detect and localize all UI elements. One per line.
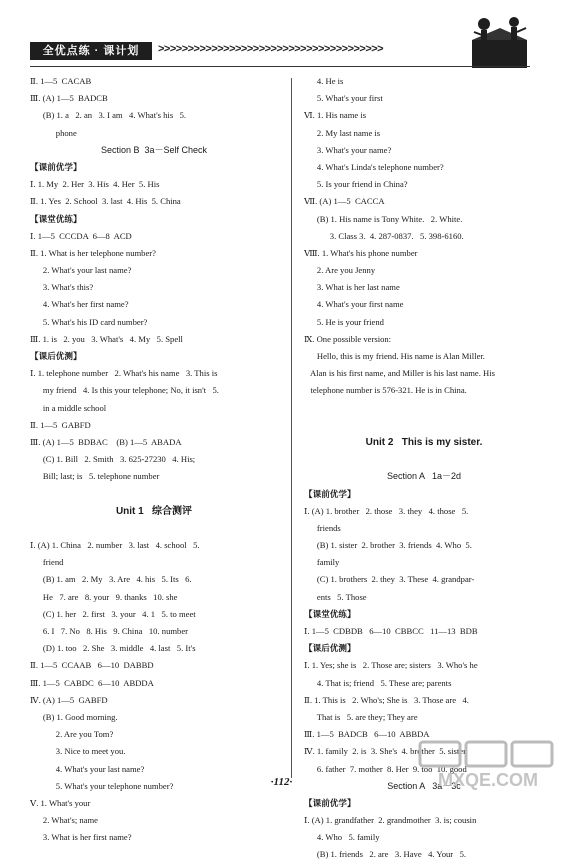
svg-text:MXQE.COM: MXQE.COM [437,770,539,790]
right-answer-line: ents 5. Those [304,591,367,602]
right-answer-line: 5. What's your first [304,93,383,104]
right-answer-line: (B) 1. sister 2. brother 3. friends 4. Who 5. [304,540,472,551]
right-answer-line: (C) 1. brothers 2. they 3. These 4. grandpar- [304,574,475,585]
left-answer-line: Ⅲ. (A) 1—5 BDBAC (B) 1—5 ABADA [30,436,182,447]
right-answer-line: 3. What's your name? [304,144,392,155]
left-answer-line: in a middle school [30,402,107,413]
right-answer-line: 2. My last name is [304,127,381,138]
right-answer-line: Ⅳ. 1. family 2. is 3. She's 4. brother 5. sister [304,746,466,757]
left-answer-line: 【课堂优练】 [30,213,82,224]
header-arrow-banner: >>>>>>>>>>>>>>>>>>>>>>>>>>>>>>>>>>>>>> [158,43,384,55]
left-answer-line: (C) 1. Bill 2. Smith 3. 625-27230 4. His; [30,454,196,465]
right-answer-line: 4. That is; friend 5. These are; parents [304,677,452,688]
left-answer-line: 2. What's; name [30,815,98,826]
left-answer-line: Bill; last; is 5. telephone number [30,471,160,482]
left-column [30,73,278,846]
right-answer-line: 3. Class 3. 4. 287-0837. 5. 398-6160. [304,230,464,241]
left-answer-line: (C) 1. her 2. first 3. your 4. 1 5. to meet [30,608,196,619]
left-answer-line: He 7. are 8. your 9. thanks 10. she [30,591,178,602]
right-answer-line: Unit 2 This is my sister. [365,436,483,448]
left-answer-line: Ⅱ. 1—5 CACAB [30,76,92,86]
right-answer-line: telephone number is 576-321. He is in China. [304,385,467,396]
right-answer-line: Alan is his first name, and Miller is his last name. His [304,368,495,379]
left-answer-line: 4. What's your last name? [30,763,145,774]
right-answer-line: 4. What's your first name [304,299,404,310]
left-answer-line: Ⅲ. 1—5 CABDC 6—10 ABDDA [30,677,154,688]
left-answer-line: 6. I 7. No 8. His 9. China 10. number [30,626,189,636]
right-answer-line: Ⅱ. 1. This is 2. Who's; She is 3. Those are 4. [304,694,469,705]
right-answer-line [304,417,544,434]
left-answer-line: Unit 1 综合测评 [115,505,193,517]
right-answer-line: Ⅰ. (A) 1. grandfather 2. grandmother 3. is; cousin [304,815,477,826]
right-answer-line: Ⅸ. One possible version: [304,333,392,344]
left-answer-line: Ⅰ. (A) 1. China 2. number 3. last 4. school 5. [30,540,200,551]
right-answer-line: 【课前优学】 [304,797,356,808]
left-answer-line [30,486,278,503]
left-answer-line [30,520,278,537]
right-answer-line: (B) 1. His name is Tony White. 2. White. [304,213,463,224]
right-answer-line: 4. He is [304,76,344,86]
column-divider [291,78,292,778]
right-answer-line: Ⅰ. 1. Yes; she is 2. Those are; sisters 3. Who's he [304,660,478,671]
left-answer-line: (B) 1. a 2. an 3. I am 4. What's his 5. [30,110,187,121]
left-answer-line: Ⅲ. (A) 1—5 BADCB [30,93,108,104]
left-answer-line: Ⅳ. (A) 1—5 GABFD [30,694,108,705]
series-brand: 全优点练 · 课计划 [30,42,152,60]
right-answer-line: Ⅰ. (A) 1. brother 2. those 3. they 4. those 5. [304,505,469,516]
left-answer-line: (D) 1. too 2. She 3. middle 4. last 5. It's [30,643,196,654]
left-answer-line: 2. What's your last name? [30,265,132,276]
reading-child-illustration [462,10,532,72]
left-answer-line: 【课前优学】 [30,161,82,172]
left-answer-line: Ⅲ. 1. is 2. you 3. What's 4. My 5. Spell [30,333,183,344]
right-answer-line: 5. He is your friend [304,316,384,327]
left-answer-line: 5. What's your telephone number? [30,780,174,791]
right-answer-line: friends [304,522,341,533]
left-answer-line: 3. What's this? [30,282,94,293]
page-number: ·112· [270,776,293,788]
right-answer-line: 【课后优测】 [304,643,356,654]
left-answer-line: 2. Are you Tom? [30,729,114,740]
left-answer-line: Ⅱ. 1. What is her telephone number? [30,247,156,258]
right-answer-line: 6. father 7. mother 8. Her 9. too 10. good [304,763,467,774]
left-answer-line: Ⅴ. 1. What's your [30,797,91,808]
left-answer-line: friend [30,557,64,568]
header-rule [30,66,530,67]
left-answer-line: 3. Nice to meet you. [30,746,126,757]
right-answer-line: (B) 1. friends 2. are 3. Have 4. Your 5. [304,849,467,860]
right-answer-line: 4. Who 5. family [304,832,380,843]
right-answer-line: Section A 3a－3c [387,780,461,791]
right-answer-line: 【课前优学】 [304,488,356,499]
right-answer-line: Hello, this is my friend. His name is Alan Miller. [304,351,485,361]
right-answer-line: Ⅰ. 1—5 CDBDB 6—10 CBBCC 11—13 BDB [304,626,478,636]
right-answer-line: That is 5. are they; They are [304,711,418,722]
right-answer-line: 5. Is your friend in China? [304,179,408,190]
left-answer-line: Ⅰ. 1—5 CCCDA 6—8 ACD [30,230,132,241]
right-answer-line [304,451,544,468]
left-answer-line: Ⅰ. 1. My 2. Her 3. His 4. Her 5. His [30,179,160,190]
left-answer-line: Ⅰ. 1. telephone number 2. What's his name 3. This is [30,368,218,379]
left-answer-line: 5. What's his ID card number? [30,316,148,327]
page-header [0,0,563,72]
right-answer-line [304,400,544,417]
left-answer-line: 4. What's her first name? [30,299,129,310]
right-answer-line: Ⅲ. 1—5 BADCB 6—10 ABBDA [304,729,430,740]
left-answer-line: 【课后优测】 [30,351,82,361]
right-answer-line: Ⅶ. (A) 1—5 CACCA [304,196,385,207]
right-answer-line: 【课堂优练】 [304,608,356,619]
left-answer-line: my friend 4. Is this your telephone; No, it isn't 5. [30,385,219,396]
right-answer-line: 2. Are you Jenny [304,265,376,276]
left-answer-line: Section B 3a－Self Check [100,144,208,155]
left-answer-line: (B) 1. am 2. My 3. Are 4. his 5. Its 6. [30,574,192,585]
right-answer-line: Ⅵ. 1. His name is [304,110,367,121]
right-answer-line: Ⅷ. 1. What's his phone number [304,247,418,258]
left-answer-line: (B) 1. Good morning. [30,711,118,722]
right-answer-line: 4. What's Linda's telephone number? [304,161,444,172]
left-answer-line: Ⅱ. 1. Yes 2. School 3. last 4. His 5. China [30,196,181,207]
left-answer-line: 3. What is her first name? [30,832,132,843]
right-answer-line: family [304,557,340,568]
left-answer-line: Ⅱ. 1—5 GABFD [30,419,91,430]
watermark-logo [418,738,558,790]
left-answer-line: phone [30,127,77,138]
right-answer-line: 3. What is her last name [304,282,400,293]
left-answer-line: Ⅱ. 1—5 CCAAB 6—10 DABBD [30,660,154,671]
right-answer-line: Section A 1a－2d [386,471,462,482]
